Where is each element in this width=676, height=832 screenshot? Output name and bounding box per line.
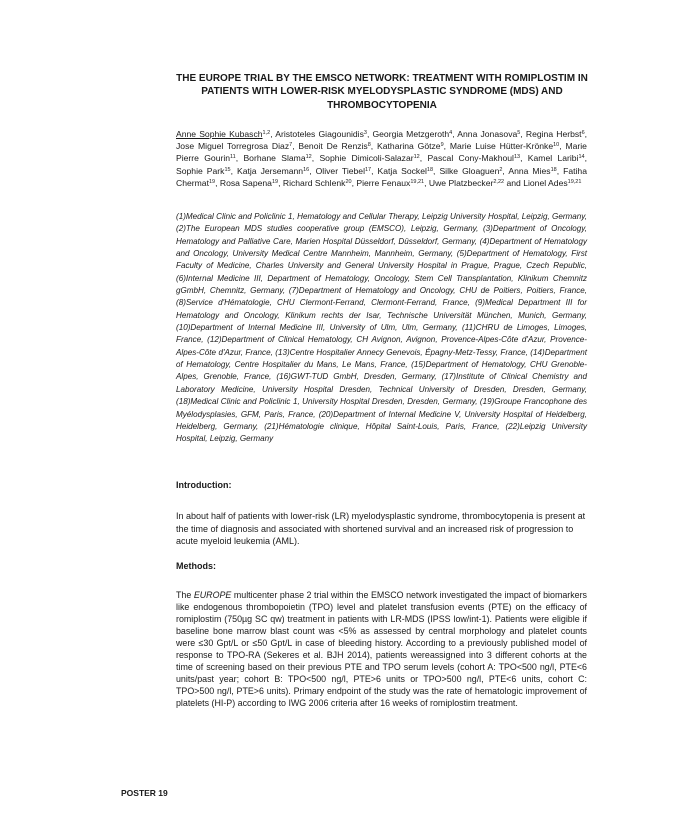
author-affiliation-number: 19,21 — [567, 178, 582, 185]
introduction-text: In about half of patients with lower-risk (LR) myelodysplastic syndrome, thrombocytopenia is present at the time of diagnosis and associated with shortened survival and an increased risk of progression to acute myeloid leukemia (AML). — [176, 511, 586, 547]
author-affiliation-number: 12 — [413, 154, 420, 161]
author-name: Marie Luise Hütter-Krönke — [449, 141, 554, 152]
author-affiliation-number: 4 — [449, 130, 453, 136]
author-affiliation-number: 1,2 — [262, 130, 271, 136]
author-affiliation-number: 11 — [230, 154, 236, 161]
affiliations: (1)Medical Clinic and Policlinic 1, Hematology and Cellular Therapy, Leipzig University Hospital, Leipzig, Germany, (2)The European MDS studies cooperative group (EMSCO), Leipzig, Germany, (3)Department of Oncology, Hematology and Palliative Care, Marien Hospital Düsseldorf, Düsseldorf, Germany, (4)Department of Hematology and Oncology, University Medical Centre Mannheim, Mannheim, Germany, (5)Department of Hematology, First Faculty of Medicine, Charles University and General University Hospital in Prague, Prague, Czech Republic, (6)Internal Medicine III, Department of Hematology, Oncology, Stem Cell Transplantation, Klinikum Chemnitz gGmbH, Chemnitz, Germany, (7)Department of Hematology and Oncology, CHU de Poitiers, Poitiers, France, (8)Service d'Hématologie, CHU Clermont-Ferrand, Clermont-Ferrand, France, (9)Medical Department III for Hematology and Oncology, Klinikum rechts der Isar, Technische Universität München, Munich, Germany, (10)Department of Internal Medicine III, University of Ulm, Ulm, Germany, (11)CHRU de Limoges, Limoges, France, (12)Department of Clinical Hematology, CH Avignon, Avignon, Provence-Alpes-Côte d'Azur, Provence-Alpes-Côte d'Azur, France, (13)Centre Hospitalier Annecy Genevois, Épagny-Metz-Tessy, France, (14)Department of Hematology, Centre Hospitalier du Mans, Le Mans, France, (15)Department of Hematology, CHU Grenoble-Alpes, Grenoble, France, (16)GWT-TUD GmbH, Dresden, Germany, (17)Institute of Clinical Chemistry and Laboratory Medicine, University Hospital Dresden, Technical University of Dresden, Dresden, Germany, (18)Medical Clinic and Policlinic 1, University Hospital Dresden, Dresden, Germany, (19)Groupe Francophone des Myélodysplasies, GFM, Paris, France, (20)Department of Internal Medicine V, University Hospital of Heidelberg, Heidelberg, Germany, (21)Hématologie clinique, Hôpital Saint-Louis, Paris, France, (22)Leipzig University Hospital, Leipzig, Germany — [176, 212, 587, 444]
author-name: Uwe Platzbecker — [428, 177, 494, 188]
author-name: Silke Gloaguen — [439, 165, 500, 176]
methods-text-body: multicenter phase 2 trial within the EMSCO network investigated the impact of biomarkers like endogenous thrombopoietin (TPO) level and platelet transfusion events (PTE) on the efficacy of romiplostim (750µg SC qw) treatment in patients with LR-MDS (IPSS low/int-1). Patients were eligible if baseline bone marrow blast count was <5% as assessed by central morphology and platelet counts were ≤30 Gpt/L or ≤50 Gpt/L in case of bleeding history. According to a previously published model of response to TPO-RA (Sekeres et al. BJH 2014), patients wereassigned into 3 different cohorts at the time of screening based on their previous PTE and TPO serum levels (cohort A: TPO<500 ng/l, PTE<6 units/past year; cohort B: TPO<500 ng/l, PTE>6 units or TPO>500 ng/l, PTE<6 units, cohort C: TPO>500 ng/l, PTE>6 units). Primary endpoint of the study was the rate of hematologic improvement of platelets (HI-P) according to IWG 2006 criteria after 16 weeks of romiplostim treatment. — [176, 590, 587, 709]
author-affiliation-number: 3 — [363, 130, 367, 136]
author-affiliation-number: 18 — [550, 166, 557, 173]
author-name: Aristoteles Giagounidis — [275, 129, 364, 139]
author-name: Anne Sophie Kubasch — [176, 129, 263, 139]
author-affiliation-number: 20 — [345, 178, 352, 185]
author-affiliation-number: 7 — [289, 142, 293, 149]
author-affiliation-number: 19 — [271, 178, 279, 185]
author-name: Pierre Fenaux — [356, 177, 411, 188]
author-affiliation-number: 12 — [305, 154, 312, 161]
trial-name: EUROPE — [193, 590, 232, 600]
author-name: Lionel Ades — [523, 177, 568, 188]
author-affiliation-number: 8 — [367, 142, 371, 149]
author-name: Sophie Dimicoli-Salazar — [319, 153, 414, 164]
author-name: Borhane Slama — [243, 153, 306, 164]
author-name: Pascal Cony-Makhoul — [427, 153, 514, 164]
author-affiliation-number: 18 — [426, 166, 434, 173]
author-name: Katharina Götze — [377, 141, 441, 152]
author-affiliation-number: 14 — [578, 154, 585, 161]
author-name: Richard Schlenk — [282, 177, 346, 188]
author-name: Oliver Tiebel — [315, 165, 365, 176]
author-affiliation-number: 5 — [517, 130, 521, 136]
author-affiliation-number: 6 — [581, 130, 585, 136]
author-name: Katja Jersemann — [236, 165, 304, 176]
author-name: Fatiha Chermat — [176, 165, 587, 188]
methods-text-lead: The — [176, 590, 194, 600]
author-list: Anne Sophie Kubasch$^{1,2}$, Aristoteles Giagounidis$^3$, Georgia Metzgeroth$^4$, Anna Jonasova$^5$, Regina Herbst$^6$, Jose Miguel Torregrosa Diaz$^7$, Benoit De Renzis$^8$, Katharina Götze$^9$, Marie Luise Hütter-Krönke$^{10}$, Marie Pierre Gourin$^{11}$, Borhane Slama$^{12}$, Sophie Dimicoli-Salazar$^{12}$, Pascal Cony-Makhoul$^{13}$, Kamel Laribi$^{14}$, Sophie Park$^{15}$, Katja Jersemann$^{16}$, Oliver Tiebel$^{17}$, Katja Sockel$^{18}$, Silke Gloaguen$^2$, Anna Mies$^{18}$, Fatiha Chermat$^{19}$, Rosa Sapena$^{19}$, Richard Schlenk$^{20}$, Pierre Fenaux$^{19,21}$, Uwe Platzbecker$^{2,22}$ and Lionel Ades$^{19,21}$ — [176, 129, 588, 188]
author-name: Marie Pierre Gourin — [176, 141, 587, 164]
author-name: Jose Miguel Torregrosa Diaz — [176, 141, 290, 152]
author-affiliation-number: 13 — [513, 154, 521, 161]
author-affiliation-number: 15 — [224, 166, 231, 173]
methods-text — [176, 589, 587, 709]
methods-heading: Methods: — [176, 561, 216, 571]
author-name: Sophie Park — [176, 165, 225, 176]
author-name: Anna Mies — [508, 165, 551, 176]
author-name: Rosa Sapena — [219, 177, 272, 188]
author-name: Benoit De Renzis — [298, 141, 368, 152]
author-name: Anna Jonasova — [457, 129, 518, 139]
author-affiliation-number: 2 — [499, 166, 503, 173]
poster-label: POSTER 19 — [121, 788, 168, 798]
author-affiliation-number: 16 — [303, 166, 310, 173]
author-affiliation-number: 2,22 — [493, 178, 505, 185]
author-name: Georgia Metzgeroth — [372, 129, 450, 139]
author-affiliation-number: 19 — [208, 178, 216, 185]
introduction-heading: Introduction: — [176, 480, 232, 490]
author-affiliation-number: 9 — [440, 142, 444, 149]
author-affiliation-number: 10 — [553, 142, 560, 149]
abstract-title: THE EUROPE TRIAL BY THE EMSCO NETWORK: TREATMENT WITH ROMIPLOSTIM IN PATIENTS WITH LOWER-RISK MYELODYSPLASTIC SYNDROME (MDS) AND THROMBOCYTOPENIA — [176, 73, 588, 111]
author-affiliation-number: 17 — [365, 166, 372, 173]
author-name: Regina Herbst — [525, 129, 582, 139]
author-name: Kamel Laribi — [527, 153, 579, 164]
author-affiliation-number: 19,21 — [410, 178, 425, 185]
author-name: Katja Sockel — [377, 165, 427, 176]
